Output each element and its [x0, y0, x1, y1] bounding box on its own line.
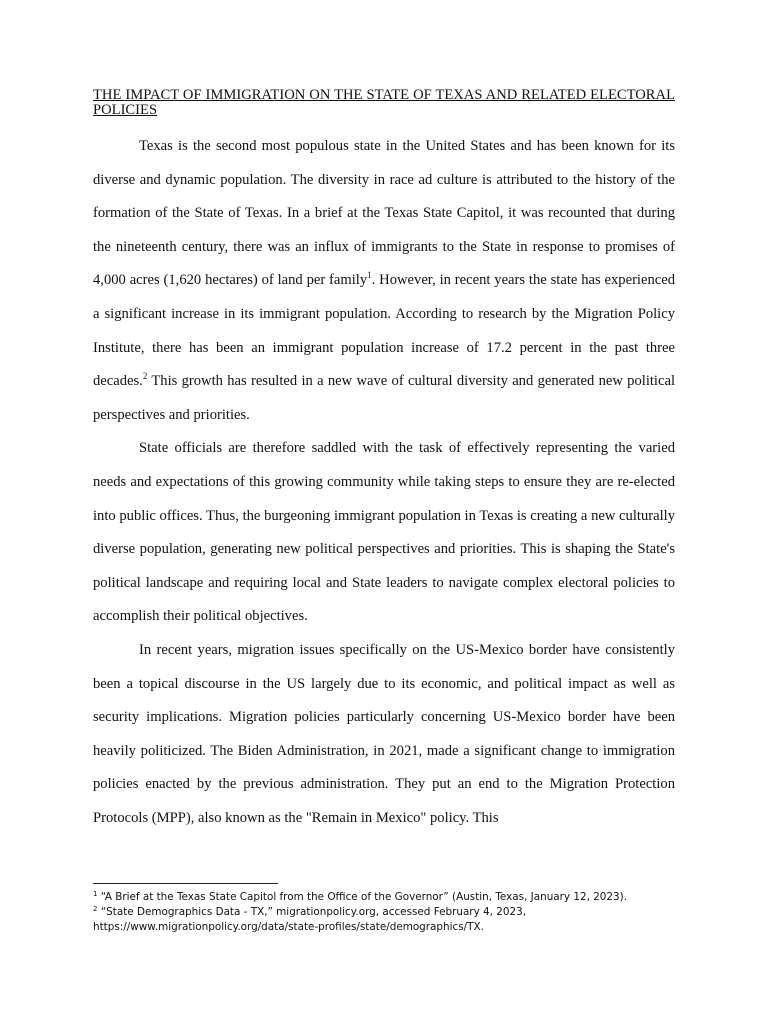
footnote-2-number: 2	[93, 905, 98, 913]
footnote-ref-1[interactable]: 1	[367, 270, 372, 281]
body-text	[93, 130, 675, 835]
paragraph-1	[93, 130, 675, 432]
footnote-1	[93, 890, 693, 905]
paragraph-2: State officials are therefore saddled with the task of effectively representing the varied needs and expectations of this growing community while taking steps to ensure they are re-elected into public offices. Thus, the burgeoning immigrant population in Texas is creating a new culturally diverse population, generating new political perspectives and priorities. This is shaping the State's political landscape and requiring local and State leaders to navigate complex electoral policies to accomplish their political objectives.	[93, 440, 675, 625]
paragraph-3: In recent years, migration issues specifically on the US-Mexico border have consistently been a topical discourse in the US largely due to its economic, and political impact as well as security implications. Migration policies particularly concerning US-Mexico border have been heavily politicized. The Biden Administration, in 2021, made a significant change to immigration policies enacted by the previous administration. They put an end to the Migration Protection Protocols (MPP), also known as the "Remain in Mexico" policy. This	[93, 641, 675, 826]
footnote-1-number: 1	[93, 890, 98, 898]
footnote-divider	[93, 883, 278, 884]
paragraph-1-part-2: . However, in recent years the state has experienced a significant increase in its immigrant population. According to research by the Migration Policy Institute, there has been an immigrant population increase of 17.2 percent in the past three decades.	[93, 272, 676, 390]
footnotes	[93, 890, 693, 935]
paragraph-1-part-1: Texas is the second most populous state in the United States and has been known for its diverse and dynamic population. The diversity in race ad culture is attributed to the history of the formation of the State of Texas. In a brief at the Texas State Capitol, it was recounted that during the nineteenth century, there was an influx of immigrants to the State in response to promises of 4,000 acres (1,620 hectares) of land per family	[93, 138, 675, 289]
footnote-1-text: “A Brief at the Texas State Capitol from the Office of the Governor” (Austin, Texas, January 12, 2023).	[97, 891, 628, 903]
footnote-2-text: “State Demographics Data - TX,” migrationpolicy.org, accessed February 4, 2023,	[97, 906, 526, 918]
footnote-2	[93, 905, 693, 920]
document-title: THE IMPACT OF IMMIGRATION ON THE STATE OF TEXAS AND RELATED ELECTORAL POLICIES	[93, 87, 675, 118]
footnote-2-url[interactable]: https://www.migrationpolicy.org/data/state-profiles/state/demographics/TX.	[93, 921, 484, 933]
paragraph-1-part-3: This growth has resulted in a new wave of cultural diversity and generated new political perspectives and priorities.	[93, 373, 675, 423]
footnote-ref-2[interactable]: 2	[142, 371, 148, 382]
